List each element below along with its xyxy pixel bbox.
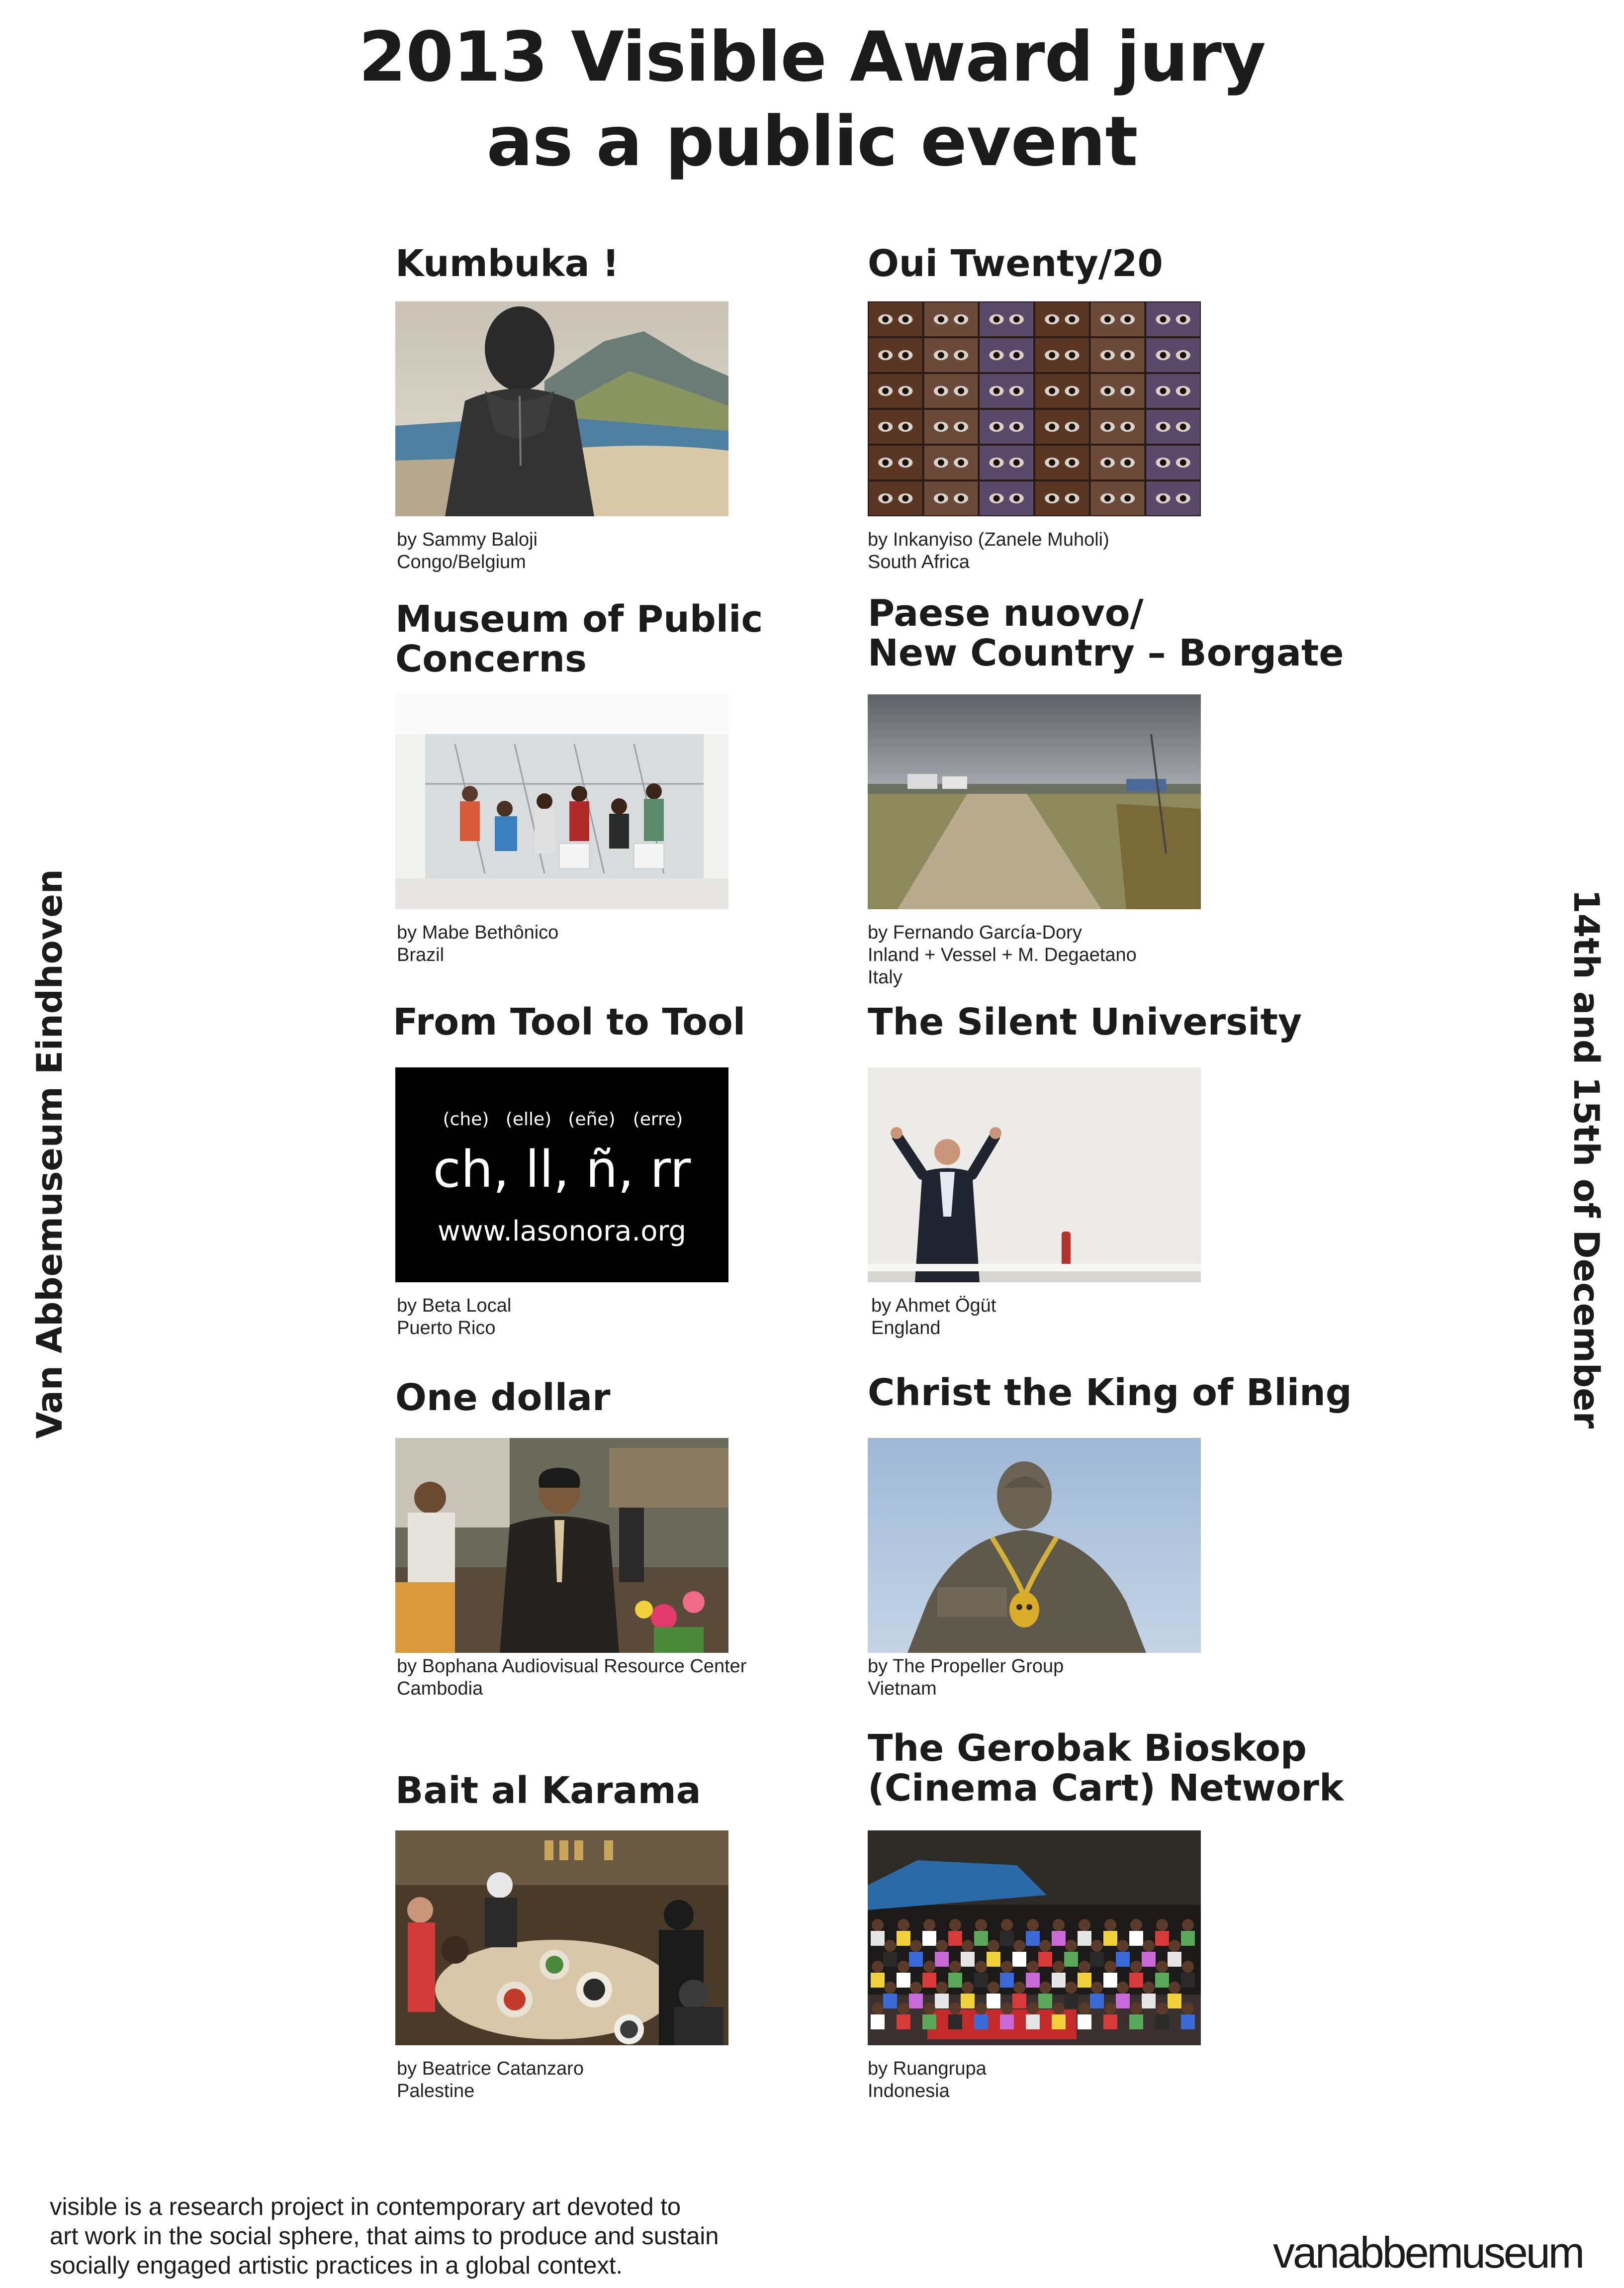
eye-tile (869, 446, 922, 479)
crowd-person (974, 1931, 988, 1946)
crowd-head (910, 1982, 922, 1994)
crowd-head (923, 1961, 935, 1973)
eye-tile (924, 374, 978, 408)
eye-tile (1146, 481, 1200, 515)
project-credit-one-dollar: by Bophana Audiovisual Resource Center Cambodia (397, 1656, 747, 1699)
crowd-head (975, 1919, 987, 1931)
crowd-head (962, 1940, 974, 1952)
crowd-head (898, 2002, 909, 2014)
footer-description: visible is a research project in contemporary art devoted to art work in the social sphere, that aims to produce and sustain socially engaged artistic practices in a global context. (50, 2193, 719, 2279)
eye-tile (1091, 446, 1145, 479)
crowd-head (1156, 2002, 1168, 2014)
crowd-person (1000, 1931, 1014, 1946)
crowd-head (949, 1961, 961, 1973)
crowd-person (871, 1973, 885, 1988)
crowd-person (922, 1973, 936, 1988)
eye-tile (1091, 374, 1145, 408)
crowd-person (897, 2014, 910, 2029)
project-kumbuka (395, 244, 853, 284)
crowd-head (1156, 1919, 1168, 1931)
crowd-person (1129, 1931, 1143, 1946)
crowd-head (1039, 1940, 1051, 1952)
eye-tile (1035, 338, 1089, 372)
crowd-person (1103, 2014, 1117, 2029)
project-from-tool-to-tool (393, 1002, 850, 1042)
crowd-head (884, 1982, 896, 1994)
poster-title (0, 15, 1624, 184)
crowd-head (962, 1982, 974, 1994)
crowd-person (1026, 2014, 1040, 2029)
card-big-text: ch, ll, ñ, rr (433, 1140, 691, 1199)
project-image-one-dollar (395, 1438, 728, 1653)
project-credit-gerobak-bioskop: by Ruangrupa Indonesia (868, 2058, 987, 2101)
crowd-head (1104, 2002, 1116, 2014)
project-credit-silent-university: by Ahmet Ögüt England (871, 1295, 996, 1338)
crowd-head (936, 1940, 948, 1952)
crowd-head (898, 1961, 909, 1973)
project-silent-university (868, 1002, 1325, 1042)
eye-tile (1091, 338, 1145, 372)
project-title: Christ the King of Bling (868, 1371, 1352, 1414)
eye-tile (1035, 446, 1089, 479)
crowd-person (871, 2014, 885, 2029)
crowd-head (936, 1982, 948, 1994)
crowd-head (1169, 1982, 1180, 1994)
crowd-person (1078, 1931, 1091, 1946)
crowd-head (1027, 1919, 1039, 1931)
project-image-bait-al-karama (395, 1830, 728, 2045)
title-line-2: as a public event (486, 101, 1138, 182)
card-small-2: (elle) (505, 1109, 552, 1130)
crowd-head (1039, 1982, 1051, 1994)
crowd-person (883, 1994, 897, 2008)
crowd-head (898, 1919, 909, 1931)
crowd-person (1155, 1973, 1169, 1988)
eye-tile (924, 302, 978, 336)
project-christ-king-of-bling (868, 1371, 1352, 1414)
crowd-head (975, 1961, 987, 1973)
eye-tile (1035, 410, 1089, 444)
crowd-person (1078, 1973, 1091, 1988)
eye-tile (1091, 410, 1145, 444)
crowd-person (1078, 2014, 1091, 2029)
crowd-person (935, 1994, 949, 2008)
project-credit-oui-twenty: by Inkanyiso (Zanele Muholi) South Africa (868, 529, 1109, 572)
crowd-head (923, 1919, 935, 1931)
crowd-person (1090, 1994, 1104, 2008)
crowd-head (1053, 2002, 1065, 2014)
crowd-person (1181, 1931, 1195, 1946)
eye-tile (1146, 302, 1200, 336)
vanabbemuseum-logo: vanabbemuseum (1273, 2228, 1583, 2277)
crowd-head (872, 2002, 884, 2014)
crowd-person (948, 1973, 962, 1988)
crowd-person (1052, 1973, 1066, 1988)
crowd-person (1000, 2014, 1014, 2029)
project-image-gerobak-bioskop (868, 1830, 1201, 2045)
crowd-head (1013, 1940, 1025, 1952)
crowd-head (1117, 1982, 1129, 1994)
crowd-person (1052, 2014, 1066, 2029)
title-line-1: 2013 Visible Award jury (359, 17, 1265, 97)
crowd-head (1001, 2002, 1013, 2014)
crowd-head (1053, 1919, 1065, 1931)
project-title: One dollar (395, 1376, 611, 1419)
crowd-head (1143, 1982, 1155, 1994)
crowd-head (1079, 1961, 1090, 1973)
crowd-head (1065, 1982, 1077, 1994)
crowd-person (922, 1931, 936, 1946)
project-title: From Tool to Tool (393, 1001, 746, 1044)
crowd-person (1155, 1931, 1169, 1946)
crowd-head (1117, 1940, 1129, 1952)
crowd-person (871, 1931, 885, 1946)
crowd-head (884, 1940, 896, 1952)
project-credit-paese-nuovo: by Fernando García-Dory Inland + Vessel + M. Degaetano Italy (868, 922, 1137, 988)
crowd-person (948, 2014, 962, 2029)
eye-tile (980, 302, 1033, 336)
crowd-head (1027, 1961, 1039, 1973)
eye-tile (1035, 481, 1089, 515)
crowd-person (1038, 1994, 1052, 2008)
project-title: Museum of Public Concerns (395, 598, 763, 680)
eye-tile (1091, 302, 1145, 336)
crowd-person (1012, 1952, 1026, 1967)
card-url: www.lasonora.org (437, 1215, 687, 1247)
eye-tile (924, 446, 978, 479)
project-credit-bait-al-karama: by Beatrice Catanzaro Palestine (397, 2058, 584, 2101)
crowd-head (1091, 1982, 1103, 1994)
crowd-head (1013, 1982, 1025, 1994)
crowd-head (1130, 1961, 1142, 1973)
crowd-person (897, 1973, 910, 1988)
eye-tile (980, 446, 1033, 479)
crowd-person (1064, 1994, 1078, 2008)
crowd-person (922, 2014, 936, 2029)
crowd-head (1104, 1919, 1116, 1931)
crowd-person (935, 1952, 949, 1967)
project-image-christ-king-of-bling (868, 1438, 1201, 1653)
card-small-3: (eñe) (568, 1109, 616, 1130)
crowd-person (1181, 2014, 1195, 2029)
crowd-person (1142, 1994, 1156, 2008)
eye-tile (980, 338, 1033, 372)
card-small-4: (erre) (632, 1109, 683, 1130)
crowd-person (961, 1952, 975, 1967)
date-vertical-text: 14th and 15th of December (1566, 889, 1607, 1429)
crowd-person (1181, 1973, 1195, 1988)
project-title: Oui Twenty/20 (868, 242, 1163, 285)
crowd-head (1001, 1919, 1013, 1931)
crowd-head (1001, 1961, 1013, 1973)
eye-tile (980, 374, 1033, 408)
eye-tile (869, 410, 922, 444)
eye-tile (1035, 302, 1089, 336)
eye-tile (869, 374, 922, 408)
crowd-person (1129, 1973, 1143, 1988)
project-title: Bait al Karama (395, 1769, 701, 1812)
crowd-person (987, 1952, 1000, 1967)
eye-tile (1146, 446, 1200, 479)
eye-tile (924, 410, 978, 444)
crowd-head (1079, 2002, 1090, 2014)
project-credit-from-tool-to-tool: by Beta Local Puerto Rico (397, 1295, 512, 1338)
project-image-silent-university (868, 1067, 1201, 1282)
crowd-person (1116, 1994, 1130, 2008)
project-image-paese-nuovo (868, 694, 1201, 909)
project-title: The Gerobak Bioskop (Cinema Cart) Network (868, 1727, 1344, 1810)
project-title: Paese nuovo/ New Country – Borgate (868, 592, 1344, 674)
project-image-oui-twenty (868, 301, 1201, 516)
crowd-person (1168, 1952, 1181, 1967)
project-bait-al-karama (395, 1771, 853, 1811)
crowd-person (1142, 1952, 1156, 1967)
eye-tile (980, 481, 1033, 515)
eye-tile (1146, 338, 1200, 372)
crowd-person (974, 1973, 988, 1988)
crowd-person (1000, 1973, 1014, 1988)
crowd-head (910, 1940, 922, 1952)
crowd-head (1091, 1940, 1103, 1952)
card-small-1: (che) (443, 1109, 489, 1130)
crowd-person (1168, 1994, 1181, 2008)
crowd-person (909, 1952, 923, 1967)
crowd-person (948, 1931, 962, 1946)
crowd-head (1182, 1919, 1194, 1931)
crowd-head (872, 1919, 884, 1931)
eye-tile (869, 302, 922, 336)
crowd-head (1079, 1919, 1090, 1931)
crowd-head (1169, 1940, 1180, 1952)
eye-tile (869, 481, 922, 515)
crowd-head (923, 2002, 935, 2014)
venue-vertical-text: Van Abbemuseum Eindhoven (29, 869, 70, 1439)
project-gerobak-bioskop (868, 1727, 1344, 1810)
crowd-person (1090, 1952, 1104, 1967)
project-image-kumbuka (395, 301, 728, 516)
crowd-person (1012, 1994, 1026, 2008)
crowd-head (1156, 1961, 1168, 1973)
project-title: Kumbuka ! (395, 242, 620, 285)
crowd-head (1182, 1961, 1194, 1973)
crowd-head (1182, 2002, 1194, 2014)
project-oui-twenty (868, 244, 1325, 284)
crowd-person (1052, 1931, 1066, 1946)
crowd-person (897, 1931, 910, 1946)
crowd-head (949, 2002, 961, 2014)
crowd-person (1064, 1952, 1078, 1967)
crowd-person (1116, 1952, 1130, 1967)
crowd-person (961, 1994, 975, 2008)
crowd-head (1065, 1940, 1077, 1952)
crowd-person (1026, 1973, 1040, 1988)
crowd-head (1104, 1961, 1116, 1973)
eye-tile (980, 410, 1033, 444)
project-one-dollar (395, 1378, 853, 1418)
crowd-head (1130, 1919, 1142, 1931)
project-title: The Silent University (868, 1001, 1302, 1044)
crowd-person (1103, 1973, 1117, 1988)
crowd-head (1130, 2002, 1142, 2014)
eye-tile (1146, 410, 1200, 444)
crowd-person (974, 2014, 988, 2029)
crowd-person (883, 1952, 897, 1967)
project-paese-nuovo (868, 592, 1344, 674)
crowd-head (1053, 1961, 1065, 1973)
eye-tile (924, 481, 978, 515)
project-museum-public-concerns (395, 599, 853, 679)
eye-tile (1035, 374, 1089, 408)
eye-tile (1091, 481, 1145, 515)
crowd-head (1143, 1940, 1155, 1952)
crowd-person (1038, 1952, 1052, 1967)
crowd-person (909, 1994, 923, 2008)
eye-tile (1146, 374, 1200, 408)
project-image-from-tool-to-tool (395, 1067, 728, 1282)
crowd-person (1026, 1931, 1040, 1946)
project-credit-christ-king-of-bling: by The Propeller Group Vietnam (868, 1656, 1064, 1699)
crowd-head (975, 2002, 987, 2014)
crowd-head (988, 1982, 999, 1994)
crowd-head (872, 1961, 884, 1973)
crowd-person (1103, 1931, 1117, 1946)
eye-tile (924, 338, 978, 372)
crowd-person (987, 1994, 1000, 2008)
crowd-person (1129, 2014, 1143, 2029)
crowd-head (949, 1919, 961, 1931)
crowd-head (1027, 2002, 1039, 2014)
project-credit-museum-public-concerns: by Mabe Bethônico Brazil (397, 922, 559, 965)
project-image-museum-public-concerns (395, 694, 728, 909)
crowd-person (1155, 2014, 1169, 2029)
crowd-head (988, 1940, 999, 1952)
project-credit-kumbuka: by Sammy Baloji Congo/Belgium (397, 529, 538, 572)
eye-tile (869, 338, 922, 372)
